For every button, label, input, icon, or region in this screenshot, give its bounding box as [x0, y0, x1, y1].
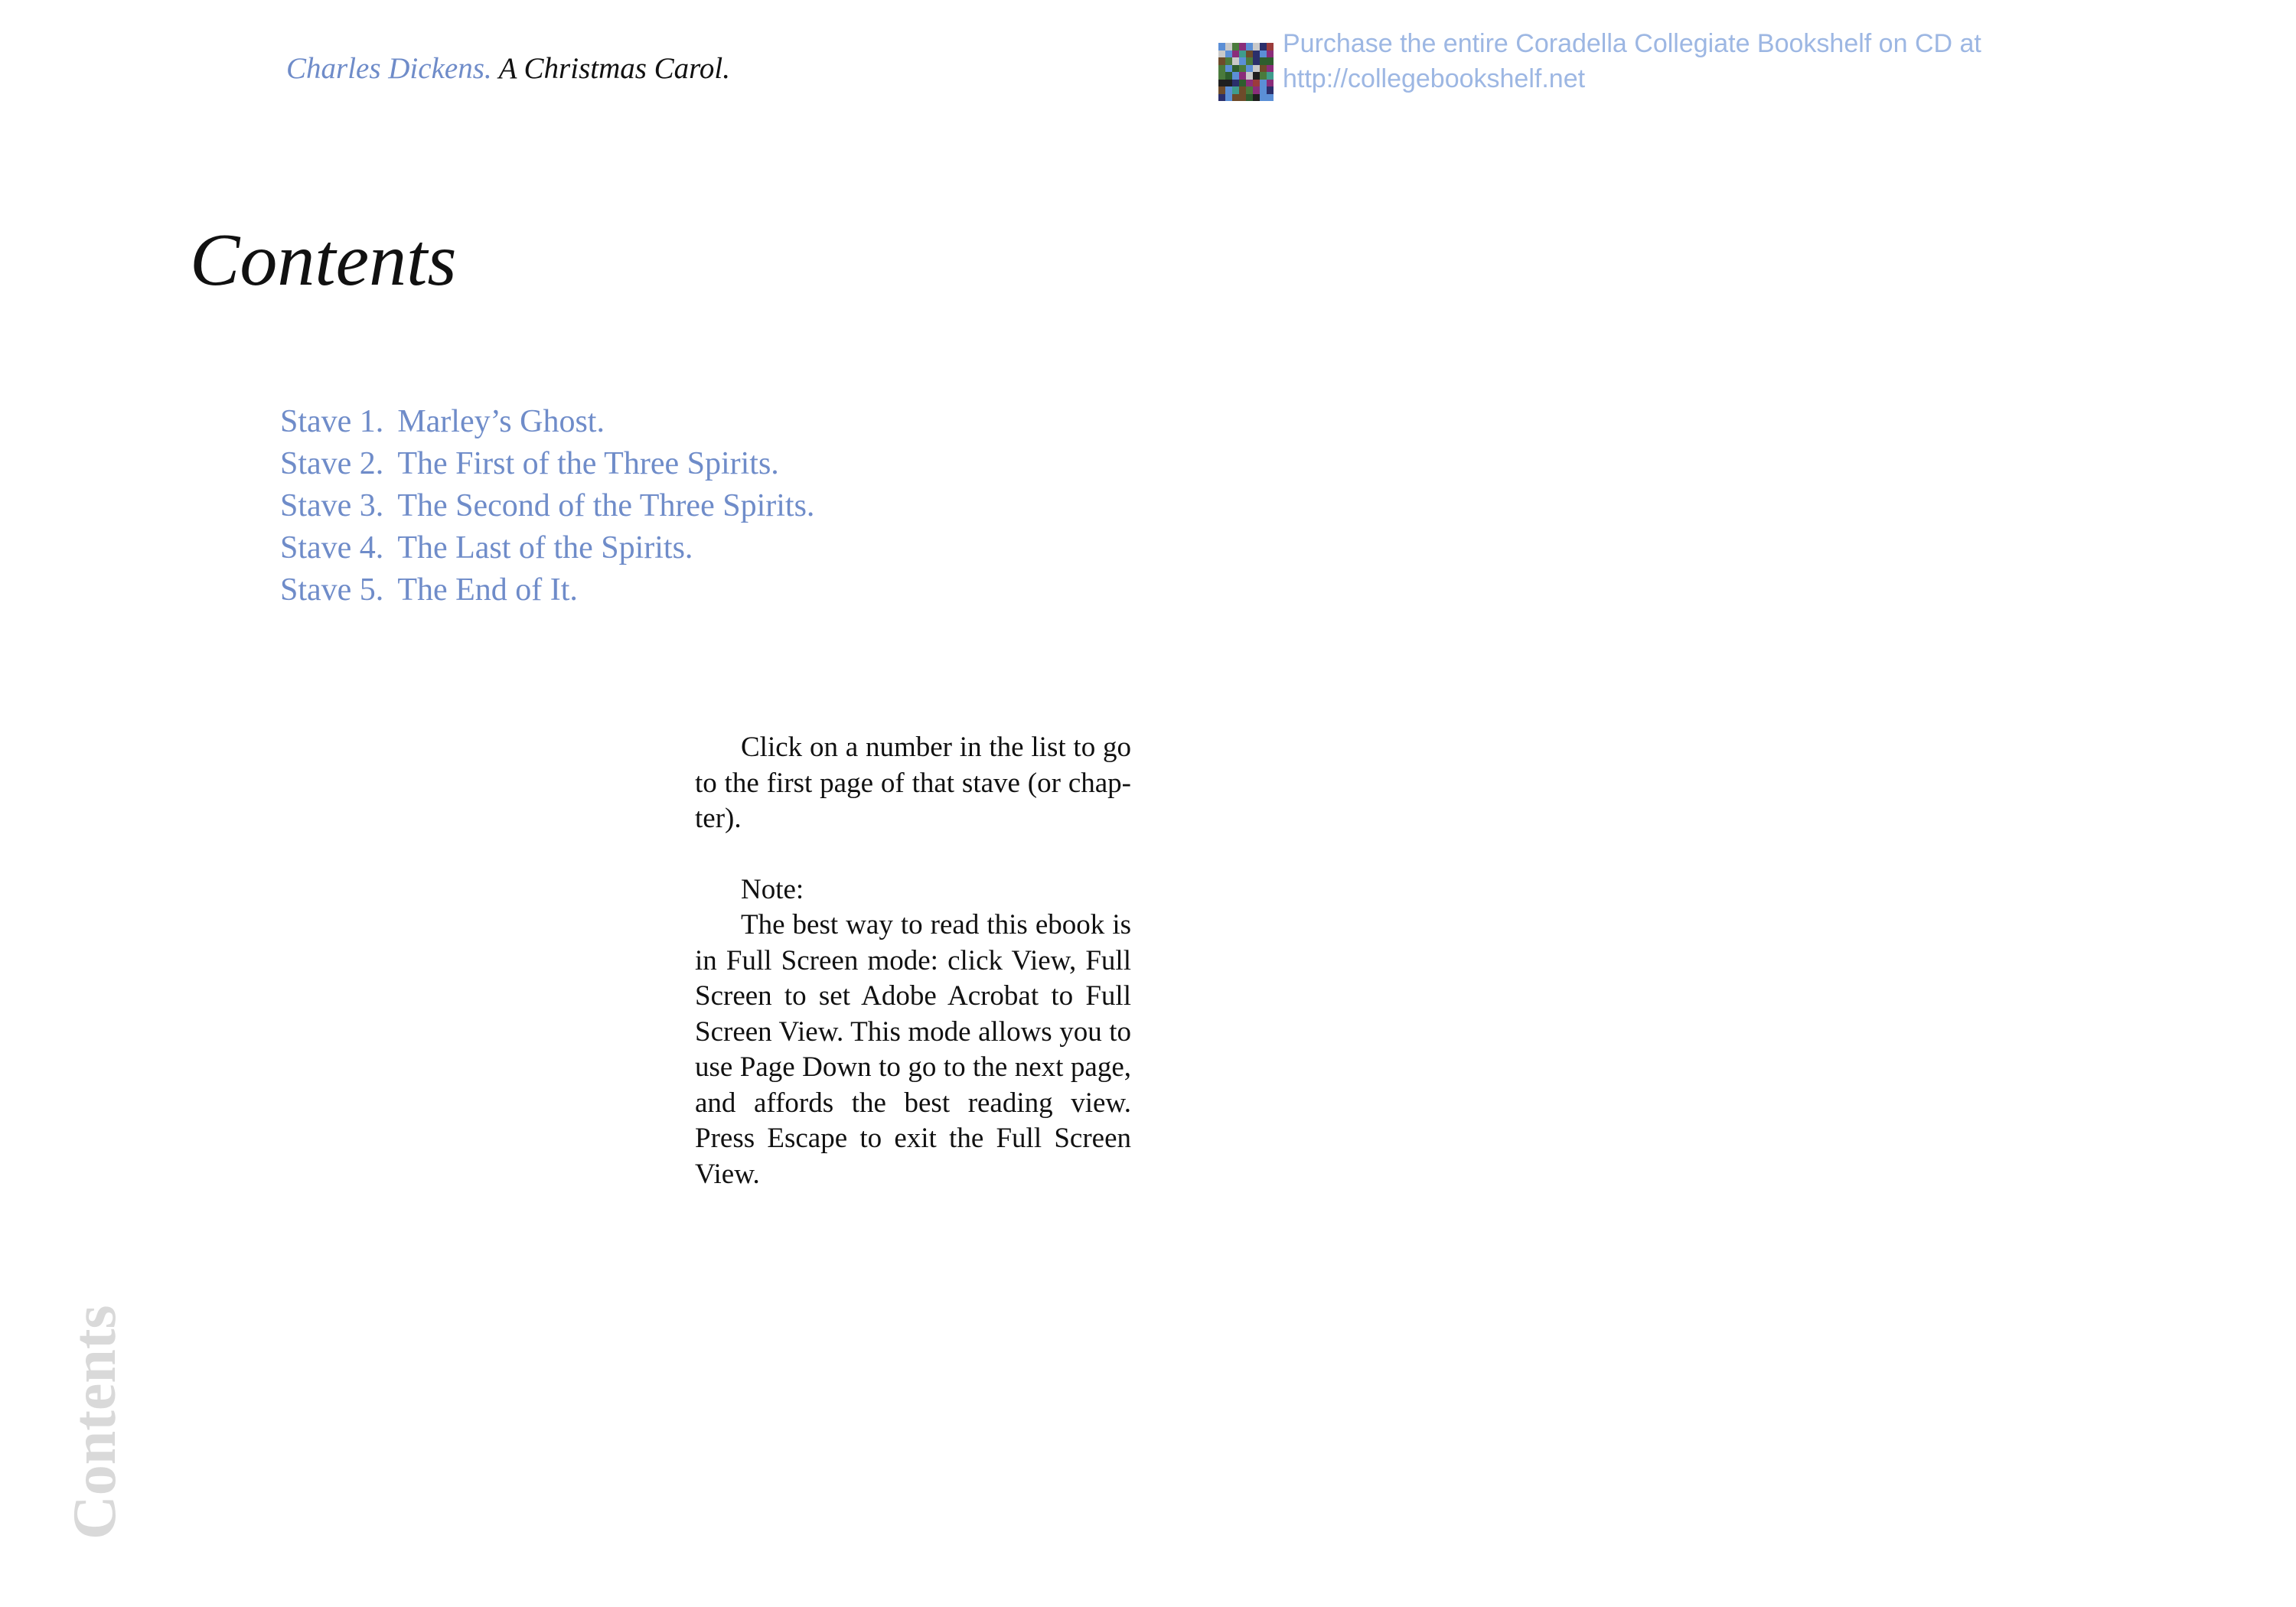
thumbnail-pixel — [1232, 80, 1239, 87]
thumbnail-pixel — [1232, 65, 1239, 73]
note-body: The best way to read this ebook is in Full Screen mode: click View, Full Screen to set Adobe Acrobat to Full Screen View. This mode allows you to use Page Down to go to the next page, and affords the best reading view. Press Escape to exit the Full Screen View. — [695, 909, 1131, 1190]
stave-title[interactable]: The First of the Three Spirits. — [397, 446, 779, 481]
thumbnail-pixel — [1246, 72, 1253, 80]
thumbnail-pixel — [1253, 65, 1260, 73]
thumbnail-pixel — [1253, 57, 1260, 65]
author-link[interactable]: Charles Dickens. — [286, 52, 492, 85]
promo-text: Purchase the entire Coradella Collegiate Bookshelf on CD at — [1283, 29, 1981, 58]
stave-title[interactable]: Marley’s Ghost. — [397, 404, 605, 439]
stave-number-link[interactable]: Stave 5. — [280, 572, 384, 608]
thumbnail-pixel — [1253, 94, 1260, 102]
stave-title[interactable]: The Second of the Three Spirits. — [397, 488, 815, 523]
thumbnail-pixel — [1239, 57, 1246, 65]
thumbnail-pixel — [1253, 43, 1260, 51]
thumbnail-pixel — [1218, 57, 1225, 65]
reading-instructions — [695, 730, 1131, 1192]
stave-number-link[interactable]: Stave 1. — [280, 404, 384, 439]
thumbnail-pixel — [1246, 43, 1253, 51]
toc-item — [280, 569, 814, 611]
cd-cover-thumbnail[interactable] — [1218, 43, 1274, 101]
thumbnail-pixel — [1218, 43, 1225, 51]
toc-item — [280, 443, 814, 485]
page-title: Contents — [190, 219, 457, 302]
thumbnail-pixel — [1267, 57, 1274, 65]
stave-number-link[interactable]: Stave 4. — [280, 530, 384, 566]
toc-item — [280, 527, 814, 569]
thumbnail-pixel — [1232, 51, 1239, 58]
thumbnail-pixel — [1260, 43, 1267, 51]
thumbnail-pixel — [1225, 80, 1232, 87]
thumbnail-pixel — [1253, 51, 1260, 58]
paragraph-gap — [695, 837, 1131, 872]
toc-item — [280, 401, 814, 443]
thumbnail-pixel — [1225, 94, 1232, 102]
thumbnail-pixel — [1267, 43, 1274, 51]
thumbnail-pixel — [1232, 94, 1239, 102]
thumbnail-pixel — [1239, 72, 1246, 80]
thumbnail-pixel — [1225, 57, 1232, 65]
thumbnail-pixel — [1239, 94, 1246, 102]
thumbnail-pixel — [1246, 51, 1253, 58]
thumbnail-pixel — [1246, 94, 1253, 102]
thumbnail-pixel — [1239, 51, 1246, 58]
thumbnail-pixel — [1260, 86, 1267, 94]
thumbnail-pixel — [1246, 86, 1253, 94]
thumbnail-pixel — [1253, 86, 1260, 94]
thumbnail-pixel — [1246, 65, 1253, 73]
stave-number-link[interactable]: Stave 2. — [280, 446, 384, 481]
book-title: A Christmas Carol. — [498, 52, 730, 85]
thumbnail-pixel — [1218, 51, 1225, 58]
thumbnail-pixel — [1260, 94, 1267, 102]
thumbnail-pixel — [1225, 86, 1232, 94]
thumbnail-pixel — [1260, 65, 1267, 73]
promo-link[interactable]: http://collegebookshelf.net — [1283, 64, 1586, 93]
thumbnail-pixel — [1267, 94, 1274, 102]
stave-title[interactable]: The Last of the Spirits. — [397, 530, 693, 566]
thumbnail-pixel — [1225, 43, 1232, 51]
thumbnail-pixel — [1260, 72, 1267, 80]
thumbnail-pixel — [1225, 65, 1232, 73]
thumbnail-pixel — [1260, 51, 1267, 58]
thumbnail-pixel — [1225, 72, 1232, 80]
thumbnail-pixel — [1218, 94, 1225, 102]
toc-item — [280, 485, 814, 527]
thumbnail-pixel — [1218, 80, 1225, 87]
click-hint: Click on a number in the list to go to the first page of that stave (or chapter). — [695, 732, 1131, 834]
thumbnail-pixel — [1232, 57, 1239, 65]
thumbnail-pixel — [1260, 80, 1267, 87]
thumbnail-pixel — [1246, 80, 1253, 87]
table-of-contents — [280, 401, 814, 611]
thumbnail-pixel — [1267, 51, 1274, 58]
thumbnail-pixel — [1218, 65, 1225, 73]
thumbnail-pixel — [1239, 43, 1246, 51]
thumbnail-pixel — [1218, 86, 1225, 94]
thumbnail-pixel — [1225, 51, 1232, 58]
thumbnail-pixel — [1232, 86, 1239, 94]
thumbnail-pixel — [1267, 80, 1274, 87]
thumbnail-pixel — [1253, 72, 1260, 80]
promo-banner — [1283, 26, 2048, 96]
section-side-tab: Contents — [61, 1305, 129, 1540]
thumbnail-pixel — [1232, 43, 1239, 51]
thumbnail-pixel — [1239, 86, 1246, 94]
stave-number-link[interactable]: Stave 3. — [280, 488, 384, 523]
note-label: Note: — [741, 873, 804, 905]
thumbnail-pixel — [1267, 65, 1274, 73]
stave-title[interactable]: The End of It. — [397, 572, 578, 608]
thumbnail-pixel — [1267, 86, 1274, 94]
thumbnail-pixel — [1253, 80, 1260, 87]
thumbnail-pixel — [1239, 80, 1246, 87]
thumbnail-pixel — [1218, 72, 1225, 80]
thumbnail-pixel — [1246, 57, 1253, 65]
thumbnail-pixel — [1267, 72, 1274, 80]
thumbnail-pixel — [1260, 57, 1267, 65]
thumbnail-pixel — [1239, 65, 1246, 73]
running-header — [286, 51, 730, 87]
thumbnail-pixel — [1232, 72, 1239, 80]
